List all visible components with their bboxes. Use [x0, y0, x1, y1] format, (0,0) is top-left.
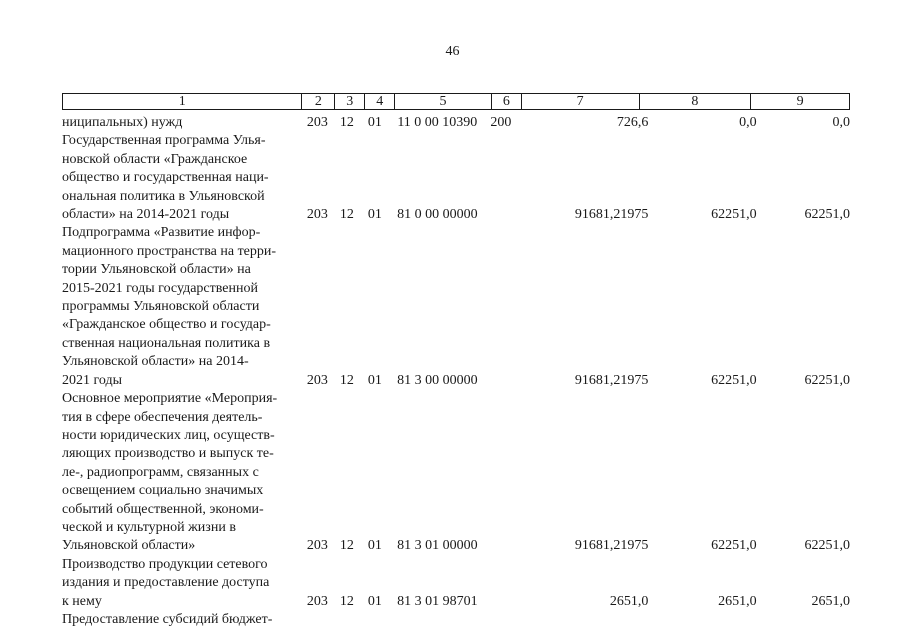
description-line: Подпрограмма «Развитие инфор- — [62, 225, 261, 241]
table-row — [62, 556, 850, 611]
amount-column-7: 2651,0 — [609, 593, 649, 609]
amount-column-8: 2651,0 — [718, 593, 757, 609]
column-header-9: 9 — [796, 94, 804, 109]
amount-column-7: 91681,21975 — [574, 207, 649, 223]
expense-type-code — [486, 593, 516, 611]
target-article-code: 81 3 01 00000 — [397, 538, 478, 554]
description-line: 2015-2021 годы государственной — [62, 280, 258, 296]
subsection-code: 12 — [339, 115, 354, 130]
description-line: ляющих производство и выпуск те- — [62, 446, 274, 462]
amount-column-9: 62251,0 — [804, 538, 850, 554]
item-code: 01 — [367, 207, 382, 223]
table-header-row — [62, 93, 850, 110]
page-number: 46 — [445, 44, 460, 59]
item-code: 01 — [367, 538, 382, 554]
amount-column-7: 91681,21975 — [574, 372, 649, 388]
column-header-7: 7 — [522, 94, 640, 109]
item-code: 01 — [367, 593, 382, 609]
amount-column-9: 0,0 — [832, 115, 850, 130]
table-row — [62, 132, 850, 224]
description-line: ческой и культурной жизни в — [62, 519, 236, 535]
target-article-code: 81 3 01 98701 — [397, 593, 478, 609]
description-line: Основное мероприятие «Мероприя- — [62, 391, 278, 407]
column-header-1: 1 — [63, 94, 302, 109]
row-description — [62, 390, 302, 556]
section-code: 203 — [306, 207, 328, 223]
description-line: Ульяновской области» — [62, 538, 196, 554]
description-line: 2021 годы — [62, 372, 123, 388]
budget-table-body — [62, 114, 850, 629]
expense-type-code: 200 — [490, 115, 512, 130]
description-line: ональная политика в Ульяновской — [62, 188, 265, 204]
expense-type-code — [486, 537, 516, 555]
column-header-6: 6 — [492, 94, 522, 109]
description-line: Ульяновской области» на 2014- — [62, 354, 249, 370]
table-row — [62, 224, 850, 390]
section-code: 203 — [306, 372, 328, 388]
subsection-code: 12 — [339, 372, 354, 388]
target-article-code: 11 0 00 10390 — [397, 115, 478, 130]
item-code: 01 — [367, 372, 382, 388]
table-row — [62, 114, 850, 132]
description-line: общество и государственная наци- — [62, 170, 269, 186]
description-line: тории Ульяновской области» на — [62, 262, 251, 278]
row-description — [62, 114, 302, 132]
description-line: программы Ульяновской области — [62, 299, 260, 315]
expense-type-code — [486, 372, 516, 390]
column-header-5: 5 — [395, 94, 492, 109]
subsection-code: 12 — [339, 538, 354, 554]
target-article-code: 81 3 00 00000 — [397, 372, 478, 388]
row-description — [62, 132, 302, 224]
table-row — [62, 611, 850, 629]
target-and-expense-codes — [389, 593, 516, 611]
description-line: Государственная программа Улья- — [62, 133, 266, 149]
amount-column-9: 62251,0 — [804, 372, 850, 388]
column-header-4: 4 — [365, 94, 395, 109]
amount-column-8: 0,0 — [739, 115, 757, 130]
description-line: ле-, радиопрограмм, связанных с — [62, 464, 259, 480]
section-code: 203 — [306, 538, 328, 554]
description-line: ниципальных) нужд — [62, 115, 183, 130]
target-and-expense-codes — [389, 372, 516, 390]
description-line: ности юридических лиц, осуществ- — [62, 427, 275, 443]
description-line: «Гражданское общество и государ- — [62, 317, 271, 333]
subsection-code: 12 — [339, 207, 354, 223]
amount-column-7: 726,6 — [616, 115, 649, 130]
description-line: новской области «Гражданское — [62, 151, 248, 167]
description-line: ственная национальная политика в — [62, 335, 271, 351]
row-description — [62, 611, 302, 629]
row-description — [62, 224, 302, 390]
description-line: Предоставление субсидий бюджет- — [62, 611, 273, 627]
description-line: к нему — [62, 593, 102, 609]
amount-column-8: 62251,0 — [711, 538, 757, 554]
column-header-3: 3 — [335, 94, 365, 109]
description-line: издания и предоставление доступа — [62, 575, 270, 591]
amount-column-9: 62251,0 — [804, 207, 850, 223]
target-and-expense-codes — [389, 114, 516, 132]
target-and-expense-codes — [389, 206, 516, 224]
subsection-code: 12 — [339, 593, 354, 609]
amount-column-9: 2651,0 — [811, 593, 850, 609]
description-line: мационного пространства на терри- — [62, 243, 277, 259]
description-line: Производство продукции сетевого — [62, 556, 268, 572]
target-and-expense-codes — [389, 537, 516, 555]
table-row — [62, 390, 850, 556]
description-line: освещением социально значимых — [62, 483, 264, 499]
target-article-code: 81 0 00 00000 — [397, 207, 478, 223]
row-description — [62, 556, 302, 611]
amount-column-8: 62251,0 — [711, 372, 757, 388]
column-header-2: 2 — [302, 94, 335, 109]
amount-column-8: 62251,0 — [711, 207, 757, 223]
item-code: 01 — [367, 115, 382, 130]
description-line: тия в сфере обеспечения деятель- — [62, 409, 263, 425]
amount-column-7: 91681,21975 — [574, 538, 649, 554]
expense-type-code — [486, 206, 516, 224]
description-line: области» на 2014-2021 годы — [62, 207, 230, 223]
column-header-8: 8 — [640, 94, 752, 109]
section-code: 203 — [306, 593, 328, 609]
section-code: 203 — [306, 115, 328, 130]
description-line: событий общественной, экономи- — [62, 501, 264, 517]
